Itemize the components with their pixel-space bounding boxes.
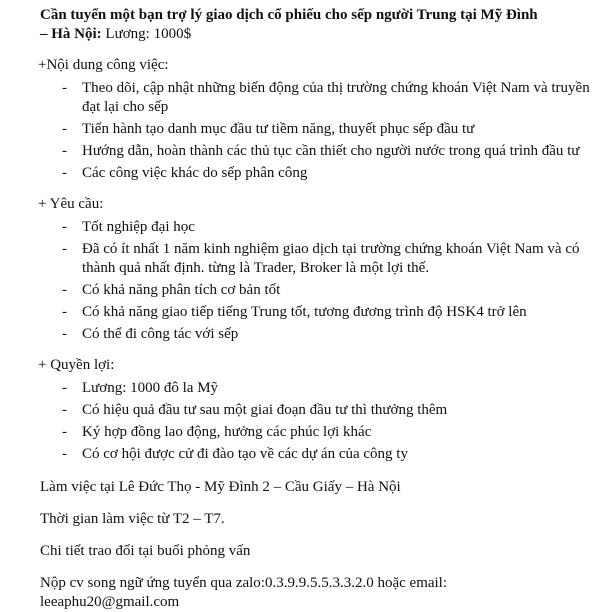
contact-line: Nộp cv song ngữ ứng tuyển qua zalo:0.3.9.9.5.5.3.3.2.0 hoặc email: (40, 575, 448, 591)
list-item: - Tốt nghiệp đại học (62, 219, 195, 235)
work-hours: Thời gian làm việc từ T2 – T7. (40, 511, 225, 527)
section-heading-benefits: + Quyền lợi: (38, 357, 115, 373)
dash-marker: - (62, 219, 67, 235)
list-item: - Có thể đi công tác với sếp (62, 326, 239, 342)
title-salary: Lương: 1000$ (101, 26, 192, 42)
dash-marker: - (62, 241, 67, 257)
requirements-list (40, 218, 590, 344)
work-location: Làm việc tại Lê Đức Thọ - Mỹ Đình 2 – Cầu Giấy – Hà Nội (40, 479, 401, 495)
dash-marker: - (62, 446, 67, 462)
benefits-list (40, 379, 590, 464)
section-heading-requirements: + Yêu cầu: (38, 196, 104, 212)
list-item: - Hướng dẫn, hoàn thành các thủ tục cần thiết cho người nước trong quá trình đầu tư (62, 143, 580, 159)
dash-marker: - (62, 402, 67, 418)
dash-marker: - (62, 304, 67, 320)
list-item: - Tiến hành tạo danh mục đầu tư tiềm năng, thuyết phục sếp đầu tư (62, 121, 475, 137)
list-item: - Đã có ít nhất 1 năm kinh nghiệm giao dịch tại trường chứng khoán Việt Nam và có thành quả nhất định. từng là Trader, Broker là một lợi thế. (62, 241, 580, 276)
list-item: - Lương: 1000 đô la Mỹ (62, 380, 219, 396)
list-item: - Các công việc khác do sếp phân công (62, 165, 308, 181)
dash-marker: - (62, 380, 67, 396)
dash-marker: - (62, 143, 67, 159)
dash-marker: - (62, 326, 67, 342)
contact-info (40, 574, 590, 612)
title-line1: Cần tuyển một bạn trợ lý giao dịch cổ phiếu cho sếp người Trung tại Mỹ Đình (40, 7, 538, 23)
section-heading-content: +Nội dung công việc: (38, 57, 169, 73)
interview-note: Chi tiết trao đổi tại buổi phỏng vấn (40, 543, 251, 559)
dash-marker: - (62, 165, 67, 181)
list-item: - Có hiệu quả đầu tư sau một giai đoạn đầu tư thì thưởng thêm (62, 402, 448, 418)
list-item: - Theo dõi, cập nhật những biến động của thị trường chứng khoán Việt Nam và truyền đạt lại cho sếp (62, 80, 590, 115)
title-location: – Hà Nội: (40, 26, 102, 42)
list-item: - Ký hợp đồng lao động, hưởng các phúc lợi khác (62, 424, 372, 440)
job-title (40, 6, 590, 44)
dash-marker: - (62, 424, 67, 440)
list-item: - Có khả năng giao tiếp tiếng Trung tốt, tương đương trình độ HSK4 trở lên (62, 304, 527, 320)
dash-marker: - (62, 121, 67, 137)
content-list (40, 79, 590, 183)
dash-marker: - (62, 282, 67, 298)
list-item: - Có cơ hội được cử đi đào tạo về các dự án của công ty (62, 446, 408, 462)
contact-email: leeaphu20@gmail.com (40, 594, 180, 610)
dash-marker: - (62, 80, 67, 96)
list-item: - Có khả năng phân tích cơ bản tốt (62, 282, 281, 298)
